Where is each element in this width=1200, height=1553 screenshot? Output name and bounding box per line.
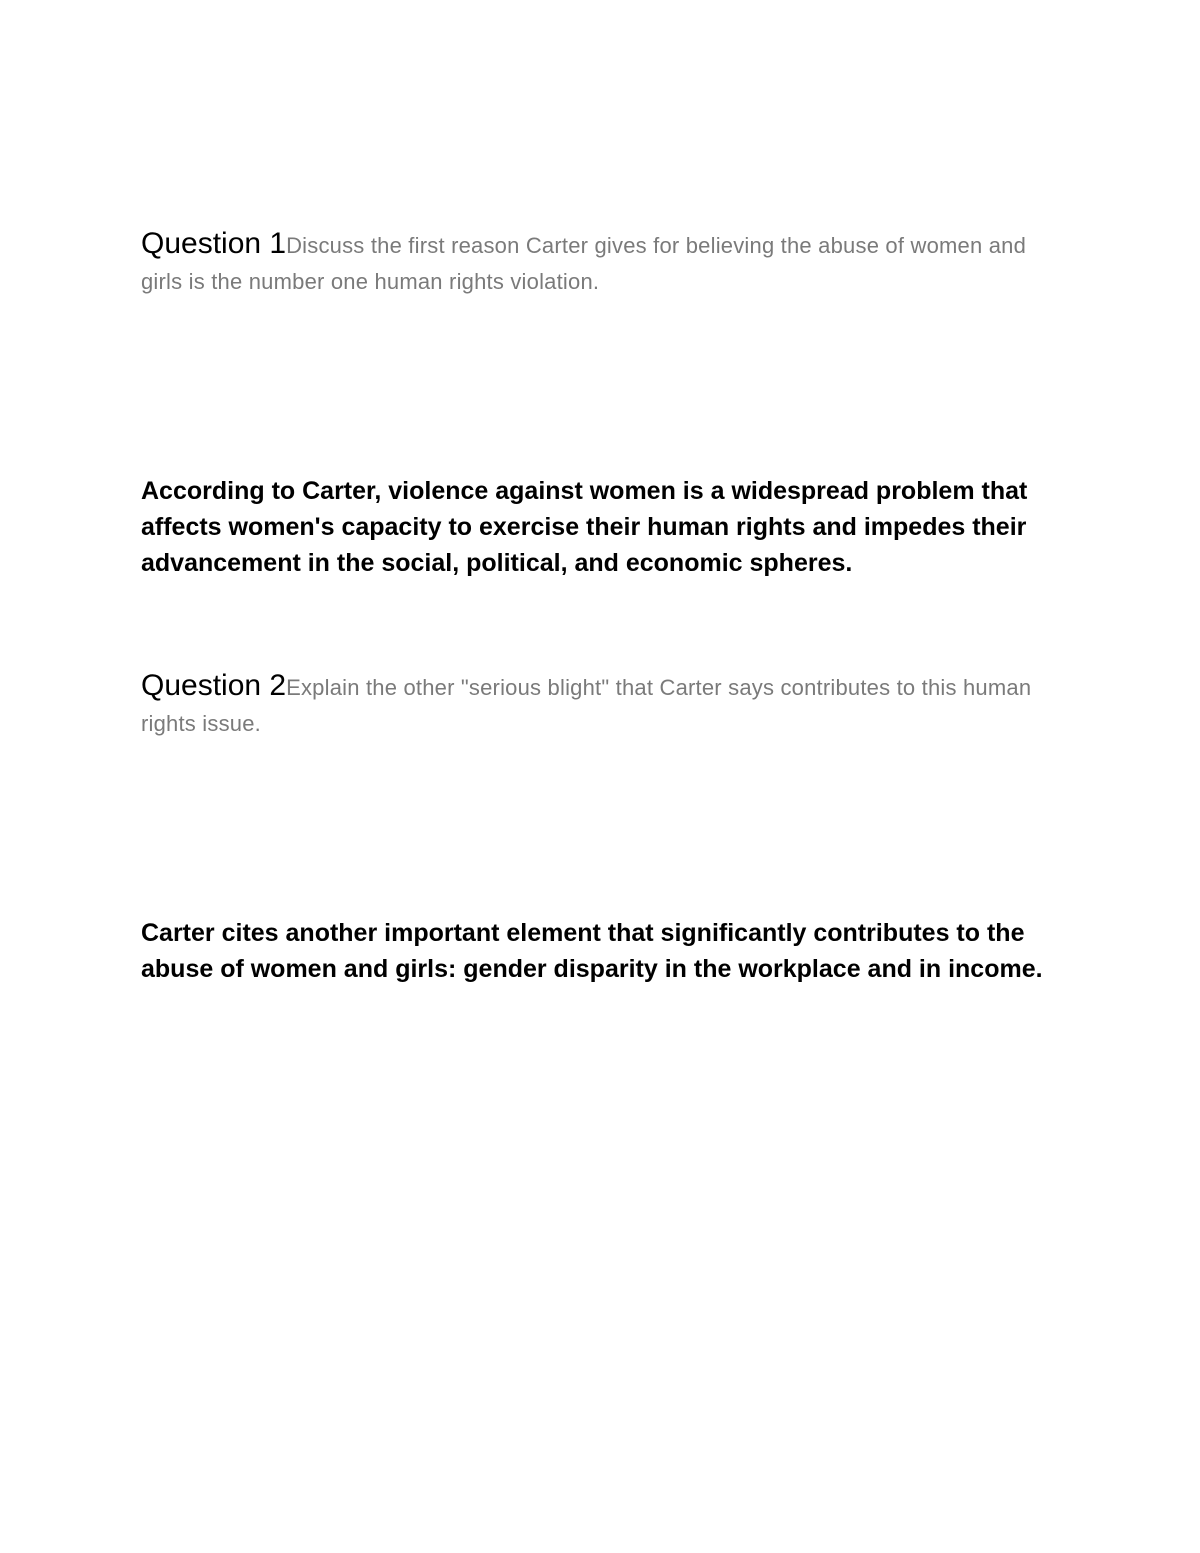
question-1 (141, 226, 1071, 300)
question-1-label: Question 1 (141, 227, 287, 260)
question-2-label: Question 2 (141, 669, 287, 702)
question-1-prompt: Discuss the first reason Carter gives for believing the abuse of women and girls is the number one human rights violation. (141, 233, 1027, 294)
answer-2: Carter cites another important element that significantly contributes to the abuse of women and girls: gender disparity in the workplace and in income. (141, 919, 1043, 983)
question-2-prompt: Explain the other "serious blight" that Carter says contributes to this human rights issue. (141, 675, 1032, 736)
question-2 (141, 668, 1071, 742)
answer-1: According to Carter, violence against women is a widespread problem that affects women's capacity to exercise their human rights and impedes their advancement in the social, political, and economic spheres. (141, 477, 1028, 577)
